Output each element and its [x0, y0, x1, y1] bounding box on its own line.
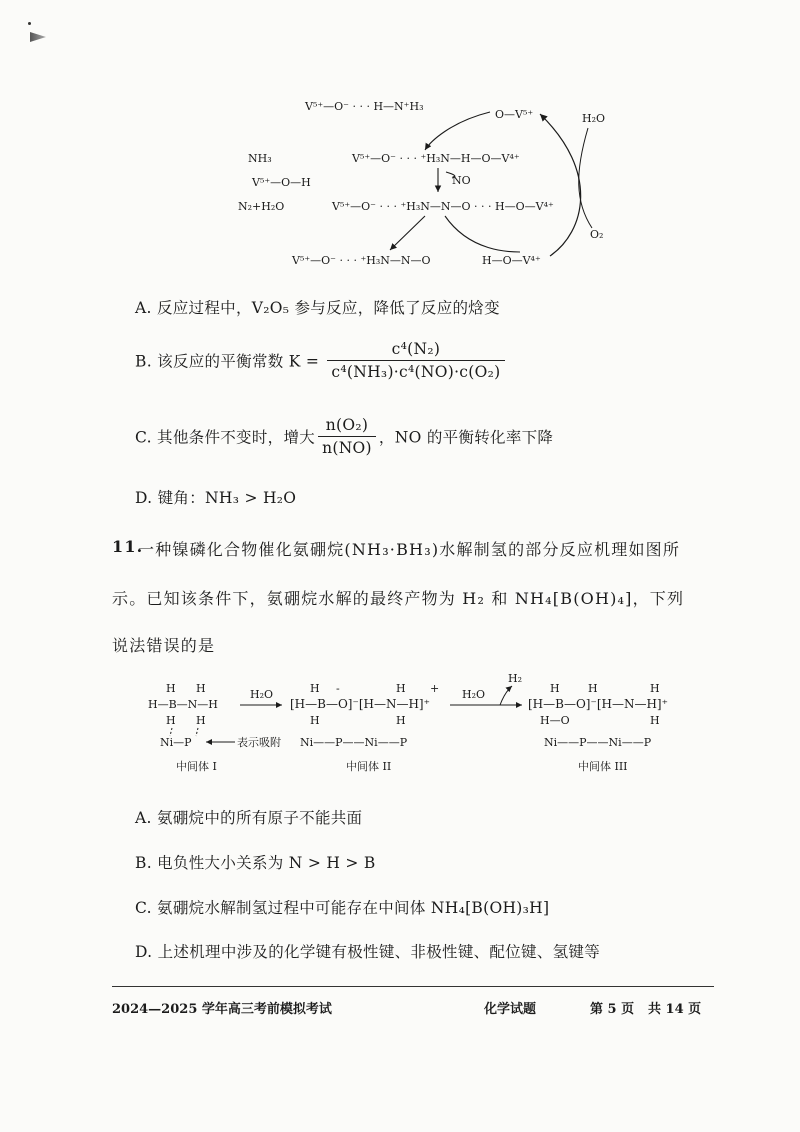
svg-text:H: H: [550, 682, 560, 695]
svg-text:[H—B—O]⁻[H—N—H]⁺: [H—B—O]⁻[H—N—H]⁺: [290, 697, 430, 711]
corner-mark: [30, 32, 46, 42]
svg-text:H—O: H—O: [540, 714, 570, 727]
svg-text:Ni——P——Ni——P: Ni——P——Ni——P: [544, 736, 652, 749]
fraction-numerator: n(O₂): [318, 416, 376, 437]
node-bot2: H—O—V⁴⁺: [482, 254, 541, 267]
q10-option-b-fraction: [327, 340, 504, 381]
node-ov5: O—V⁵⁺: [495, 108, 534, 121]
fraction-numerator: c⁴(N₂): [327, 340, 504, 361]
footer-subject: 化学试题: [484, 1002, 537, 1017]
fraction-denominator: c⁴(NH₃)·c⁴(NO)·c(O₂): [331, 363, 501, 381]
svg-text:H: H: [396, 682, 406, 695]
node-nh3: NH₃: [248, 152, 272, 165]
int2-label: 中间体 II: [346, 760, 392, 773]
catalytic-cycle-diagram: [220, 92, 640, 282]
q10-option-c-suffix: ，NO 的平衡转化率下降: [378, 428, 554, 447]
q11-stem-line1: 一种镍磷化合物催化氨硼烷(NH₃·BH₃)水解制氢的部分反应机理如图所: [138, 540, 681, 559]
int3-label: 中间体 III: [578, 760, 628, 773]
svg-text:H: H: [588, 682, 598, 695]
q10-option-d: D. 键角：NH₃ > H₂O: [135, 489, 297, 507]
svg-text:H: H: [650, 682, 660, 695]
q11-number: 11.: [112, 537, 144, 556]
node-no: NO: [452, 174, 471, 187]
svg-text:H: H: [196, 714, 206, 727]
water-reagent-1: H₂O: [250, 688, 274, 701]
node-mid2: V⁵⁺—O⁻ · · · ⁺H₃N—N—O · · · H—O—V⁴⁺: [332, 200, 554, 213]
q10-option-b: [135, 340, 508, 381]
svg-text:Ni—P: Ni—P: [160, 736, 192, 749]
svg-text:H: H: [310, 682, 320, 695]
node-mid1: V⁵⁺—O⁻ · · · ⁺H₃N—H—O—V⁴⁺: [352, 152, 520, 165]
corner-dot: [28, 22, 31, 25]
q11-option-a: A. 氨硼烷中的所有原子不能共面: [135, 809, 363, 827]
adsorb-note: 表示吸附: [237, 736, 281, 749]
svg-text:Ni——P——Ni——P: Ni——P——Ni——P: [300, 736, 408, 749]
svg-text:-: -: [336, 682, 340, 695]
q10-option-c: [135, 416, 553, 457]
q11-option-c: C. 氨硼烷水解制氢过程中可能存在中间体 NH₄[B(OH)₃H]: [135, 899, 550, 917]
mechanism-diagram: [140, 672, 710, 782]
node-h2o: H₂O: [582, 112, 606, 125]
q10-option-b-prefix: B. 该反应的平衡常数 K =: [135, 352, 320, 371]
footer-total-pages: 共 14 页: [648, 1002, 702, 1017]
fraction-denominator: n(NO): [322, 439, 372, 457]
svg-text:H: H: [196, 682, 206, 695]
svg-text:H: H: [650, 714, 660, 727]
svg-text:+: +: [430, 682, 440, 695]
q10-option-c-prefix: C. 其他条件不变时，增大: [135, 428, 316, 447]
svg-text:H: H: [396, 714, 406, 727]
svg-text:[H—B—O]⁻[H—N—H]⁺: [H—B—O]⁻[H—N—H]⁺: [528, 697, 668, 711]
q11-stem-line3: 说法错误的是: [112, 636, 216, 655]
q11-option-d: D. 上述机理中涉及的化学键有极性键、非极性键、配位键、氢键等: [135, 943, 601, 961]
h2-product: H₂: [508, 672, 523, 685]
footer-exam-title: 2024—2025 学年高三考前模拟考试: [112, 1002, 332, 1017]
q11-option-b: B. 电负性大小关系为 N > H > B: [135, 854, 376, 872]
water-reagent-2: H₂O: [462, 688, 486, 701]
svg-text:H—B—N—H: H—B—N—H: [148, 698, 218, 711]
intermediate-3: [528, 682, 668, 773]
intermediate-2: [290, 682, 439, 773]
node-o2: O₂: [590, 228, 604, 241]
svg-text:H: H: [310, 714, 320, 727]
svg-text:H: H: [166, 714, 176, 727]
footer-page-number: 第 5 页: [590, 1002, 635, 1017]
q11-stem-line2: 示。已知该条件下，氨硼烷水解的最终产物为 H₂ 和 NH₄[B(OH)₄]，下列: [112, 589, 685, 608]
footer-rule: [112, 986, 714, 987]
int1-label: 中间体 I: [176, 760, 217, 773]
node-top: V⁵⁺—O⁻ · · · H—N⁺H₃: [305, 100, 424, 113]
node-n2h2o: N₂+H₂O: [238, 200, 285, 213]
q10-option-c-fraction: [318, 416, 376, 457]
node-bot1: V⁵⁺—O⁻ · · · ⁺H₃N—N—O: [292, 254, 431, 267]
q10-option-a: A. 反应过程中，V₂O₅ 参与反应，降低了反应的焓变: [135, 299, 500, 317]
node-v5oh: V⁵⁺—O—H: [252, 176, 311, 189]
svg-text:H: H: [166, 682, 176, 695]
